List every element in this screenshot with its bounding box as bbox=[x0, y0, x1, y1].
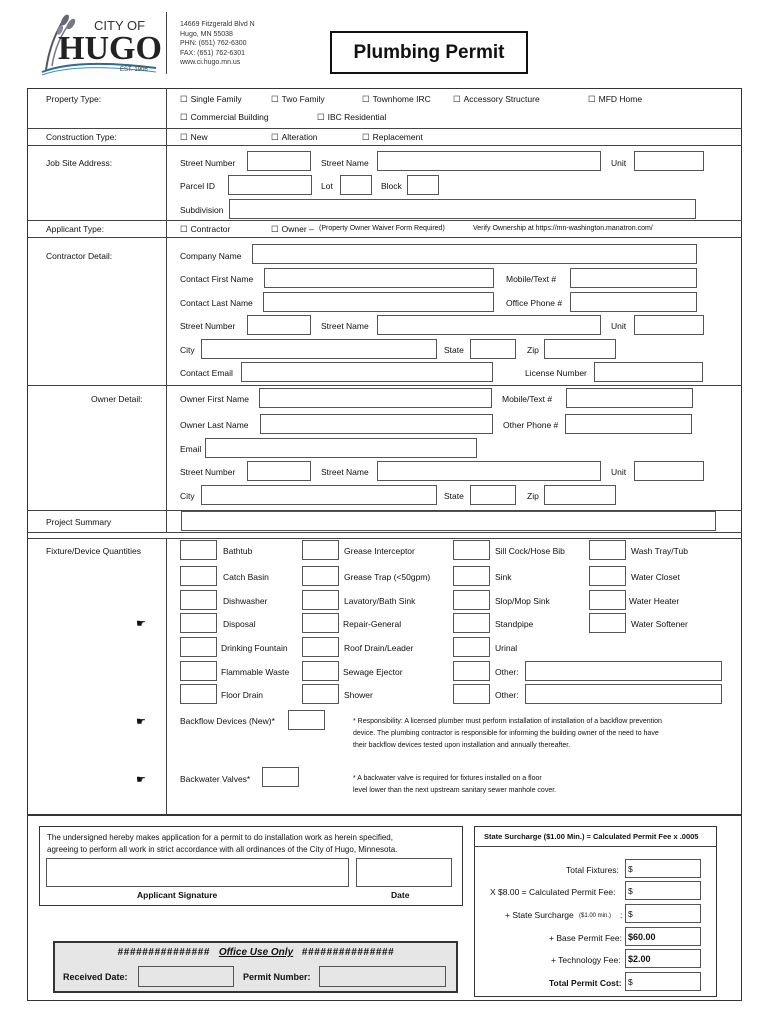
fees-header-divider bbox=[474, 846, 717, 847]
contractor-zip-input[interactable] bbox=[544, 339, 616, 359]
fixture-standpipe: Standpipe bbox=[495, 619, 534, 629]
job-site-address-label: Job Site Address: bbox=[46, 158, 113, 168]
parcel-id-input[interactable] bbox=[228, 175, 312, 195]
label-column-divider-lower bbox=[166, 538, 167, 815]
contractor-office-phone-label: Office Phone # bbox=[506, 298, 563, 308]
fixture-lavatory-bath-sink: Lavatory/Bath Sink bbox=[344, 596, 416, 606]
base-permit-fee-label: + Base Permit Fee: bbox=[549, 933, 622, 943]
jobsite-street-number-input[interactable] bbox=[247, 151, 311, 171]
qty-repair-general[interactable] bbox=[302, 613, 339, 633]
total-permit-cost-input[interactable] bbox=[625, 972, 701, 991]
qty-wash-tray-tub[interactable] bbox=[589, 540, 626, 560]
jobsite-unit-input[interactable] bbox=[634, 151, 704, 171]
fixture-grease-trap: Grease Trap (<50gpm) bbox=[344, 572, 431, 582]
city-logo bbox=[38, 10, 163, 76]
pointing-hand-icon: ☛ bbox=[136, 774, 146, 786]
fixture-water-closet: Water Closet bbox=[631, 572, 680, 582]
subdivision-input[interactable] bbox=[229, 199, 696, 219]
applicant-type-label: Applicant Type: bbox=[46, 224, 104, 234]
qty-flammable-waste[interactable] bbox=[180, 661, 217, 681]
other-2-description-input[interactable] bbox=[525, 684, 722, 704]
qty-standpipe[interactable] bbox=[453, 613, 490, 633]
qty-disposal[interactable] bbox=[180, 613, 217, 633]
office-use-header bbox=[60, 947, 452, 958]
total-fixtures-label: Total Fixtures: bbox=[566, 865, 619, 875]
owner-state-input[interactable] bbox=[470, 485, 516, 505]
block-label: Block bbox=[381, 181, 402, 191]
backwater-valves-label: Backwater Valves* bbox=[180, 774, 251, 784]
total-permit-cost-dollar: $ bbox=[628, 977, 633, 987]
qty-drinking-fountain[interactable] bbox=[180, 637, 217, 657]
qty-bathtub[interactable] bbox=[180, 540, 217, 560]
office-use-hashes-right: ############### bbox=[301, 947, 395, 958]
backwater-note-line2: level lower than the next upstream sanitary sewer manhole cover. bbox=[353, 787, 557, 794]
qty-water-closet[interactable] bbox=[589, 566, 626, 586]
contractor-street-name-label: Street Name bbox=[321, 321, 369, 331]
qty-other-2[interactable] bbox=[453, 684, 490, 704]
address-line2: Hugo, MN 55038 bbox=[180, 30, 233, 38]
fixture-sink: Sink bbox=[495, 572, 512, 582]
label-column-divider bbox=[166, 88, 167, 532]
contractor-state-input[interactable] bbox=[470, 339, 516, 359]
office-use-title: Office Use Only bbox=[218, 947, 294, 958]
contractor-unit-input[interactable] bbox=[634, 315, 704, 335]
fixture-quantities-label: Fixture/Device Quantities bbox=[46, 546, 141, 556]
state-surcharge-input[interactable] bbox=[625, 904, 701, 923]
fixture-repair-general: Repair-General bbox=[343, 619, 402, 629]
state-surcharge-label: + State Surcharge bbox=[505, 910, 574, 920]
jobsite-unit-label: Unit bbox=[611, 158, 627, 168]
technology-fee-value: $2.00 bbox=[628, 954, 651, 964]
pointing-hand-icon: ☛ bbox=[136, 716, 146, 728]
row-divider bbox=[27, 538, 742, 539]
qty-grease-interceptor[interactable] bbox=[302, 540, 339, 560]
lot-input[interactable] bbox=[340, 175, 372, 195]
contractor-mobile-label: Mobile/Text # bbox=[506, 274, 557, 284]
row-divider bbox=[27, 220, 742, 221]
checkbox-alteration[interactable]: ☐ Alteration bbox=[271, 131, 318, 143]
applicant-signature-label: Applicant Signature bbox=[137, 890, 218, 900]
checkbox-contractor[interactable]: ☐ Contractor bbox=[180, 223, 230, 235]
contractor-street-number-input[interactable] bbox=[247, 315, 311, 335]
backflow-note bbox=[353, 716, 662, 752]
state-surcharge-colon: : bbox=[620, 910, 623, 920]
owner-last-name-label: Owner Last Name bbox=[180, 420, 249, 430]
qty-shower[interactable] bbox=[302, 684, 339, 704]
jobsite-street-name-input[interactable] bbox=[377, 151, 601, 171]
applicant-signature-input[interactable] bbox=[46, 858, 349, 887]
owner-last-name-input[interactable] bbox=[260, 414, 493, 434]
logo-est: EST. 1906 bbox=[120, 67, 148, 73]
row-divider bbox=[27, 128, 742, 129]
contractor-mobile-input[interactable] bbox=[570, 268, 697, 288]
qty-grease-trap[interactable] bbox=[302, 566, 339, 586]
verify-ownership-link[interactable]: Verify Ownership at https://mn-washington.manatron.com/ bbox=[473, 225, 653, 232]
backflow-note-line3: their backflow devices tested upon installation and annually thereafter. bbox=[353, 742, 571, 749]
calculated-fee-input[interactable] bbox=[625, 881, 701, 900]
owner-other-phone-input[interactable] bbox=[565, 414, 692, 434]
checkbox-townhome-irc[interactable]: ☐ Townhome IRC bbox=[362, 93, 431, 105]
permit-number-label: Permit Number: bbox=[243, 972, 311, 982]
owner-email-label: Email bbox=[180, 444, 202, 454]
owner-first-name-input[interactable] bbox=[259, 388, 492, 408]
backwater-note bbox=[353, 773, 556, 797]
checkbox-owner[interactable]: ☐ Owner – bbox=[271, 223, 314, 235]
jobsite-street-name-label: Street Name bbox=[321, 158, 369, 168]
fixture-disposal: Disposal bbox=[223, 619, 256, 629]
qty-floor-drain[interactable] bbox=[180, 684, 217, 704]
base-permit-fee-value: $60.00 bbox=[628, 932, 656, 942]
address-line1: 14669 Fitzgerald Blvd N bbox=[180, 21, 255, 28]
fixture-drinking-fountain: Drinking Fountain bbox=[221, 643, 288, 653]
fixture-wash-tray-tub: Wash Tray/Tub bbox=[631, 546, 688, 556]
fixture-sewage-ejector: Sewage Ejector bbox=[343, 667, 403, 677]
backflow-devices-input[interactable] bbox=[288, 710, 325, 730]
state-surcharge-dollar: $ bbox=[628, 909, 633, 919]
application-statement bbox=[47, 832, 397, 856]
qty-other-1[interactable] bbox=[453, 661, 490, 681]
owner-email-input[interactable] bbox=[205, 438, 477, 458]
owner-zip-label: Zip bbox=[527, 491, 539, 501]
owner-street-name-input[interactable] bbox=[377, 461, 601, 481]
owner-unit-label: Unit bbox=[611, 467, 627, 477]
fixture-other-2: Other: bbox=[495, 690, 519, 700]
signature-date-input[interactable] bbox=[356, 858, 452, 887]
qty-dishwasher[interactable] bbox=[180, 590, 217, 610]
owner-street-number-label: Street Number bbox=[180, 467, 236, 477]
fixture-water-softener: Water Softener bbox=[631, 619, 688, 629]
property-type-label: Property Type: bbox=[46, 94, 102, 104]
total-permit-cost-label: Total Permit Cost: bbox=[549, 978, 622, 988]
city-address-block bbox=[180, 20, 255, 68]
jobsite-street-number-label: Street Number bbox=[180, 158, 236, 168]
header-divider bbox=[166, 12, 167, 74]
fixture-sill-cock-hose-bib: Sill Cock/Hose Bib bbox=[495, 546, 565, 556]
pointing-hand-icon: ☛ bbox=[136, 618, 146, 630]
license-number-label: License Number bbox=[525, 368, 587, 378]
contractor-street-number-label: Street Number bbox=[180, 321, 236, 331]
contractor-last-name-label: Contact Last Name bbox=[180, 298, 253, 308]
contractor-email-input[interactable] bbox=[241, 362, 493, 382]
checkbox-commercial-building[interactable]: ☐ Commercial Building bbox=[180, 111, 269, 123]
construction-type-label: Construction Type: bbox=[46, 132, 117, 142]
qty-sewage-ejector[interactable] bbox=[302, 661, 339, 681]
checkbox-single-family[interactable]: ☐ Single Family bbox=[180, 93, 242, 105]
website: www.ci.hugo.mn.us bbox=[180, 59, 241, 66]
parcel-id-label: Parcel ID bbox=[180, 181, 215, 191]
block-input[interactable] bbox=[407, 175, 439, 195]
qty-catch-basin[interactable] bbox=[180, 566, 217, 586]
contractor-city-label: City bbox=[180, 345, 195, 355]
fixture-grease-interceptor: Grease Interceptor bbox=[344, 546, 415, 556]
owner-mobile-input[interactable] bbox=[566, 388, 693, 408]
contractor-email-label: Contact Email bbox=[180, 368, 233, 378]
backflow-note-line2: device. The plumbing contractor is responsible for informing the building owner of the need to have bbox=[353, 730, 659, 737]
qty-urinal[interactable] bbox=[453, 637, 490, 657]
received-date-input[interactable] bbox=[138, 966, 234, 987]
page-title-text: Plumbing Permit bbox=[353, 41, 505, 63]
owner-zip-input[interactable] bbox=[544, 485, 616, 505]
state-surcharge-formula: State Surcharge ($1.00 Min.) = Calculated Permit Fee x .0005 bbox=[484, 832, 699, 841]
qty-roof-drain-leader[interactable] bbox=[302, 637, 339, 657]
contractor-first-name-label: Contact First Name bbox=[180, 274, 254, 284]
received-date-label: Received Date: bbox=[63, 972, 128, 982]
calculated-fee-label: X $8.00 = Calculated Permit Fee: bbox=[490, 887, 616, 897]
backwater-valves-input[interactable] bbox=[262, 767, 299, 787]
qty-sill-cock-hose-bib[interactable] bbox=[453, 540, 490, 560]
owner-first-name-label: Owner First Name bbox=[180, 394, 249, 404]
owner-detail-label: Owner Detail: bbox=[91, 394, 143, 404]
fax-number: FAX: (651) 762-6301 bbox=[180, 49, 245, 57]
backwater-note-line1: * A backwater valve is required for fixtures installed on a floor bbox=[353, 775, 542, 782]
owner-unit-input[interactable] bbox=[634, 461, 704, 481]
statement-line2: agreeing to perform all work in strict accordance with all ordinances of the City of Hugo, Minnesota. bbox=[47, 845, 398, 854]
fixture-floor-drain: Floor Drain bbox=[221, 690, 264, 700]
checkbox-two-family[interactable]: ☐ Two Family bbox=[271, 93, 325, 105]
project-summary-input[interactable] bbox=[181, 511, 716, 531]
contractor-first-name-input[interactable] bbox=[264, 268, 494, 288]
contractor-last-name-input[interactable] bbox=[263, 292, 494, 312]
owner-waiver-note: (Property Owner Waiver Form Required) bbox=[319, 225, 445, 232]
technology-fee-label: + Technology Fee: bbox=[551, 955, 621, 965]
owner-street-number-input[interactable] bbox=[247, 461, 311, 481]
row-divider bbox=[27, 237, 742, 238]
statement-line1: The undersigned hereby makes application for a permit to do installation work as herein specified, bbox=[47, 833, 393, 842]
logo-city-of: CITY OF bbox=[94, 18, 146, 33]
total-fixtures-input[interactable] bbox=[625, 859, 701, 878]
owner-city-input[interactable] bbox=[201, 485, 437, 505]
phone-number: PHN: (651) 762-6300 bbox=[180, 40, 247, 47]
checkbox-replacement[interactable]: ☐ Replacement bbox=[362, 131, 423, 143]
lot-label: Lot bbox=[321, 181, 333, 191]
backflow-devices-label: Backflow Devices (New)* bbox=[180, 716, 275, 726]
owner-city-label: City bbox=[180, 491, 195, 501]
fixture-slop-mop-sink: Slop/Mop Sink bbox=[495, 596, 550, 606]
row-divider bbox=[27, 532, 742, 533]
office-use-hashes-left: ############### bbox=[117, 947, 211, 958]
qty-lavatory-bath-sink[interactable] bbox=[302, 590, 339, 610]
owner-other-phone-label: Other Phone # bbox=[503, 420, 559, 430]
fixture-other-1: Other: bbox=[495, 667, 519, 677]
project-summary-label: Project Summary bbox=[46, 517, 112, 527]
subdivision-label: Subdivision bbox=[180, 205, 224, 215]
company-name-label: Company Name bbox=[180, 251, 242, 261]
contractor-street-name-input[interactable] bbox=[377, 315, 601, 335]
owner-street-name-label: Street Name bbox=[321, 467, 369, 477]
fixture-bathtub: Bathtub bbox=[223, 546, 253, 556]
calculated-fee-dollar: $ bbox=[628, 886, 633, 896]
contractor-office-phone-input[interactable] bbox=[570, 292, 697, 312]
fixture-dishwasher: Dishwasher bbox=[223, 596, 268, 606]
fixture-flammable-waste: Flammable Waste bbox=[221, 667, 290, 677]
owner-state-label: State bbox=[444, 491, 464, 501]
fixture-shower: Shower bbox=[344, 690, 373, 700]
checkbox-mfd-home[interactable]: ☐ MFD Home bbox=[588, 93, 642, 105]
qty-slop-mop-sink[interactable] bbox=[453, 590, 490, 610]
license-number-input[interactable] bbox=[594, 362, 703, 382]
qty-water-heater[interactable] bbox=[589, 590, 626, 610]
total-fixtures-dollar: $ bbox=[628, 864, 633, 874]
other-1-description-input[interactable] bbox=[525, 661, 722, 681]
fixture-urinal: Urinal bbox=[495, 643, 518, 653]
checkbox-new[interactable]: ☐ New bbox=[180, 131, 208, 143]
contractor-zip-label: Zip bbox=[527, 345, 539, 355]
row-divider bbox=[27, 145, 742, 146]
contractor-state-label: State bbox=[444, 345, 464, 355]
fixture-water-heater: Water Heater bbox=[629, 596, 680, 606]
logo-hugo: HUGO bbox=[58, 30, 162, 67]
checkbox-ibc-residential[interactable]: ☐ IBC Residential bbox=[317, 111, 386, 123]
contractor-unit-label: Unit bbox=[611, 321, 627, 331]
backflow-note-line1: * Responsibility: A licensed plumber must perform installation of installation of a backflow prevention bbox=[353, 718, 662, 725]
permit-number-input[interactable] bbox=[319, 966, 446, 987]
row-divider bbox=[27, 385, 742, 386]
checkbox-accessory-structure[interactable]: ☐ Accessory Structure bbox=[453, 93, 540, 105]
owner-mobile-label: Mobile/Text # bbox=[502, 394, 553, 404]
qty-sink[interactable] bbox=[453, 566, 490, 586]
contractor-city-input[interactable] bbox=[201, 339, 437, 359]
page-title bbox=[330, 31, 528, 74]
qty-water-softener[interactable] bbox=[589, 613, 626, 633]
fixture-roof-drain-leader: Roof Drain/Leader bbox=[344, 643, 414, 653]
contractor-detail-label: Contractor Detail: bbox=[46, 251, 113, 261]
company-name-input[interactable] bbox=[252, 244, 697, 264]
state-surcharge-min-label: ($1.00 min.) bbox=[579, 913, 612, 919]
signature-date-label: Date bbox=[391, 890, 410, 900]
fixture-catch-basin: Catch Basin bbox=[223, 572, 269, 582]
